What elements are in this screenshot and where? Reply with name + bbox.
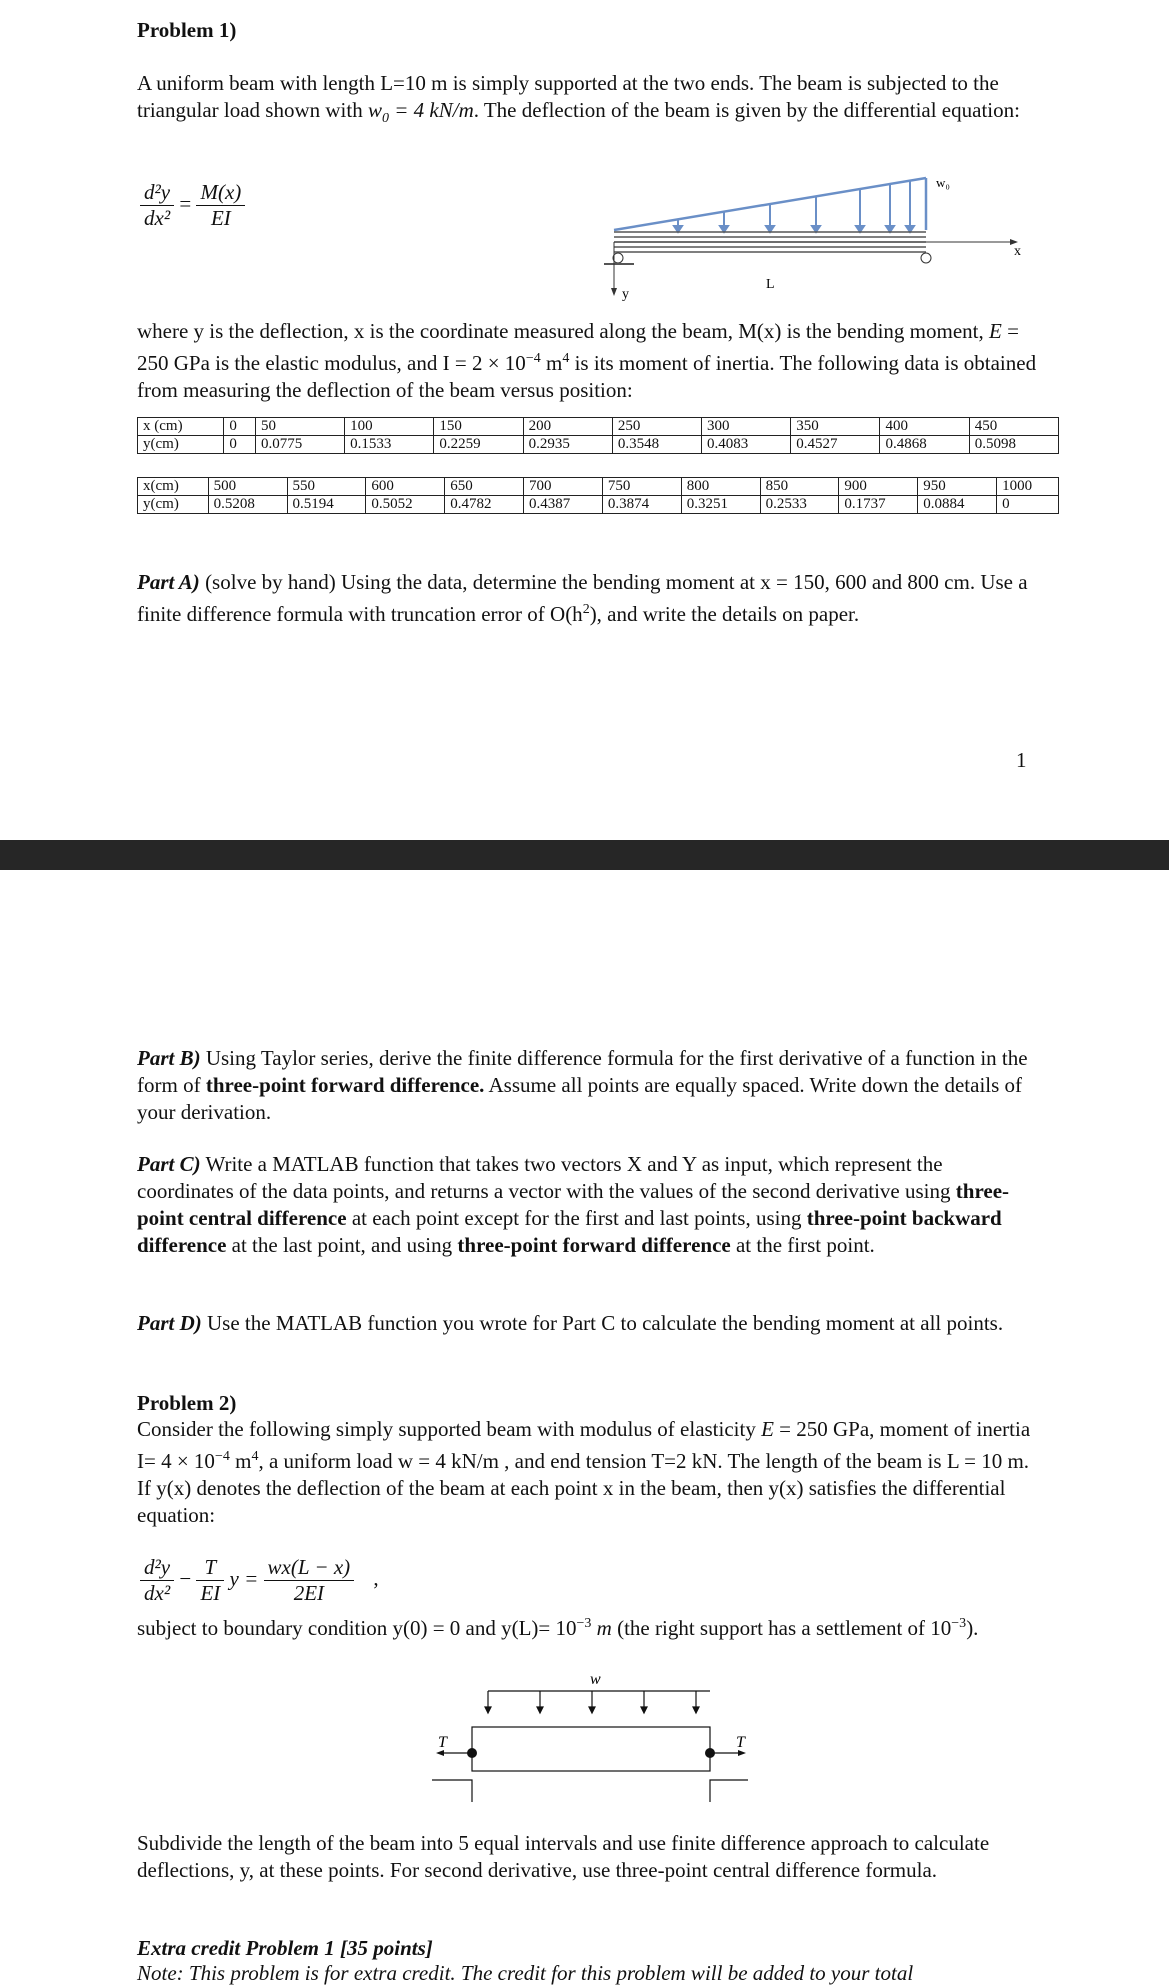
table-header-cell: y(cm) xyxy=(138,436,224,454)
part-c-text: Part C) Write a MATLAB function that takes two vectors X and Y as input, which represent the coordinates of the data points, and returns a vector with the values of the second derivative using three-point central difference at each point except for the first and last points, using three-point backward difference at the last point, and using three-point forward difference at the first point. xyxy=(137,1152,1010,1257)
w0-label: w₀ xyxy=(936,175,950,190)
part-d-text: Part D) Use the MATLAB function you wrote for Part C to calculate the bending moment at all points. xyxy=(137,1311,1004,1335)
table-header-cell: x (cm) xyxy=(138,418,224,436)
y-axis-label: y xyxy=(622,287,629,302)
problem2-differential-equation: $\frac{\text{d²y}}{\text{dx²}}$ − $\frac{T}{EI}$ y = $\frac{wx(L - x)}{2EI}$ , xyxy=(140,1555,379,1606)
deflection-table-1 xyxy=(137,417,1059,454)
extra-credit-heading: Extra credit Problem 1 [35 points] xyxy=(137,1936,433,1960)
boundary-conditions: subject to boundary condition y(0) = 0 and $y(L)= 10^{-3}$ m (the right support has a settlement of $10^{-3}$). xyxy=(137,1616,979,1640)
length-label: L xyxy=(766,277,775,292)
page-number: 1 xyxy=(1016,748,1027,772)
x-axis-label: x xyxy=(1014,244,1021,259)
tension-left-label: T xyxy=(438,1734,447,1751)
extra-credit-note: Note: This problem is for extra credit. The credit for this problem will be added to your total xyxy=(137,1961,914,1985)
w-label: w xyxy=(590,1671,601,1688)
table-header-cell: x(cm) xyxy=(138,478,209,496)
deflection-table-2 xyxy=(137,477,1059,514)
beam-differential-equation: $\frac{\text{d²y}}{\text{dx²}}$ = $\frac{M(x)}{EI}$ xyxy=(140,180,245,231)
problem2-heading: Problem 2) xyxy=(137,1391,237,1415)
subdivide-text: Subdivide the length of the beam into 5 equal intervals and use finite difference approach to calculate deflections, y, at these points. For second derivative, use three-point central difference formula. xyxy=(137,1831,990,1882)
table-row: x (cm) 0 50 100 150 200 250 300 350 400 450 xyxy=(138,418,1059,436)
table-row: x(cm) 500 550 600 650 700 750 800 850 900 950 1000 xyxy=(138,478,1059,496)
part-b-text: Part B) Using Taylor series, derive the finite difference formula for the first derivative of a function in the form of three-point forward difference. Assume all points are equally spaced. Write down the details of your derivation. xyxy=(137,1046,1028,1124)
beam-tension-figure xyxy=(420,1665,760,1815)
problem1-where-text: where y is the deflection, x is the coordinate measured along the beam, M(x) is the bending moment, E = 250 GPa is the elastic modulus, and $I = 2 \times 10^{-4}$ $m^4$ is its moment of inertia. The following data is obtained from measuring the deflection of the beam versus position: xyxy=(137,319,1037,402)
part-a-text: Part A) (solve by hand) Using the data, determine the bending moment at x = 150, 600 and 800 cm. Use a finite difference formula with truncation error of $O(h^2)$, and write the details on paper. xyxy=(137,570,1028,626)
problem1-heading: Problem 1) xyxy=(137,18,237,42)
table-row: y(cm) 0.5208 0.5194 0.5052 0.4782 0.4387 0.3874 0.3251 0.2533 0.1737 0.0884 0 xyxy=(138,496,1059,514)
page-divider xyxy=(0,840,1169,870)
tension-right-label: T xyxy=(736,1734,745,1751)
beam-triangular-load-figure xyxy=(590,160,1030,310)
problem1-intro: A uniform beam with length L=10 m is simply supported at the two ends. The beam is subjected to the triangular load shown with $w_0 = 4$ kN/m. The deflection of the beam is given by the differential equation: xyxy=(137,71,1020,127)
table-header-cell: y(cm) xyxy=(138,496,209,514)
problem2-intro: Consider the following simply supported beam with modulus of elasticity E = 250 GPa, moment of inertia $I= 4 \times 10^{-4}$ $m^4$, a uniform load w = 4 kN/m , and end tension T=2 kN. The length of the beam is L = 10 m. If y(x) denotes the deflection of the beam at each point x in the beam, then y(x) satisfies the differential equation: xyxy=(137,1417,1031,1527)
table-row: y(cm) 0 0.0775 0.1533 0.2259 0.2935 0.3548 0.4083 0.4527 0.4868 0.5098 xyxy=(138,436,1059,454)
